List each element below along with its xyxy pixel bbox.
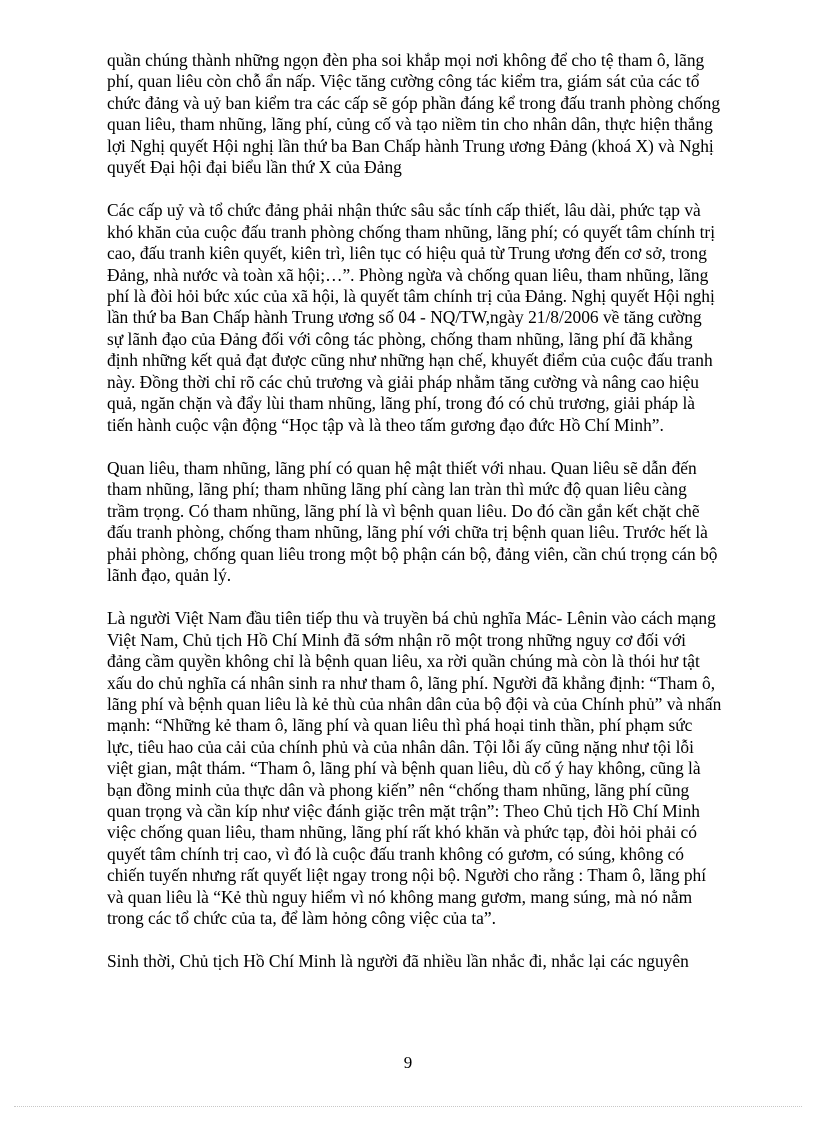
text-line: lực, tiêu hao của cải của chính phủ và của nhân dân. Tội lỗi ấy cũng nặng như tội lỗi: [107, 736, 694, 757]
text-line: lãng phí và bệnh quan liêu là kẻ thù của nhân dân của bộ đội và của Chính phủ” và nhấn: [107, 693, 722, 714]
text-line: mạnh: “Những kẻ tham ô, lãng phí và quan liêu thì phá hoại tinh thần, phí phạm sức: [107, 715, 693, 736]
text-line: phí, quan liêu còn chỗ ẩn nấp. Việc tăng cường công tác kiểm tra, giám sát của các tổ: [107, 71, 700, 92]
text-line: phí là đòi hỏi bức xúc của xã hội, là quyết tâm chính trị của Đảng. Nghị quyết Hội nghị: [107, 286, 715, 307]
text-line: chiến tuyến nhưng rất quyết liệt ngay trong nội bộ. Người cho rằng : Tham ô, lãng phí: [107, 865, 707, 886]
text-line: đấu tranh phòng, chống tham nhũng, lãng phí với chữa trị bệnh quan liêu. Trước hết là: [107, 522, 708, 543]
text-line: sự lãnh đạo của Đảng đối với công tác phòng, chống tham nhũng, lãng phí đã khẳng: [107, 328, 693, 349]
text-line: Là người Việt Nam đầu tiên tiếp thu và truyền bá chủ nghĩa Mác- Lênin vào cách mạng: [107, 608, 716, 629]
text-line: Các cấp uỷ và tổ chức đảng phải nhận thức sâu sắc tính cấp thiết, lâu dài, phức tạp và: [107, 200, 701, 221]
text-line: đảng cầm quyền không chỉ là bệnh quan liêu, xa rời quần chúng mà còn là thói hư tật: [107, 651, 700, 672]
text-line: Quan liêu, tham nhũng, lãng phí có quan hệ mật thiết với nhau. Quan liêu sẽ dẫn đến: [107, 457, 697, 478]
text-line: Đảng, nhà nước và toàn xã hội;…”. Phòng ngừa và chống quan liêu, tham nhũng, lãng: [107, 264, 709, 285]
text-line: bạn đồng minh của thực dân và phong kiến” nên “chống tham nhũng, lãng phí cũng: [107, 779, 690, 800]
document-body: [107, 50, 763, 973]
text-line: trầm trọng. Có tham nhũng, lãng phí là vì bệnh quan liêu. Do đó cần gắn kết chặt chẽ: [107, 500, 700, 521]
text-line: quan trọng và cần kíp như việc đánh giặc trên mặt trận”: Theo Chủ tịch Hồ Chí Minh: [107, 801, 700, 821]
text-line: tiến hành cuộc vận động “Học tập và là theo tấm gương đạo đức Hồ Chí Minh”.: [107, 414, 664, 435]
text-line: và quan liêu là “Kẻ thù nguy hiểm vì nó không mang gươm, mang súng, mà nó nằm: [107, 886, 693, 907]
paragraph: [107, 608, 763, 929]
paragraph: [107, 458, 763, 586]
text-line: lợi Nghị quyết Hội nghị lần thứ ba Ban Chấp hành Trung ương Đảng (khoá X) và Nghị: [107, 135, 714, 156]
paragraph-gap: [107, 586, 763, 608]
text-line: quyết tâm chính trị cao, vì đó là cuộc đấu tranh không có gươm, có súng, không có: [107, 843, 684, 864]
text-line: trong các tổ chức của ta, để làm hỏng công việc của ta”.: [107, 908, 496, 929]
text-line: quả, ngăn chặn và đẩy lùi tham nhũng, lãng phí, trong đó có chủ trương, giải pháp là: [107, 393, 696, 414]
page-number: 9: [403, 1053, 413, 1072]
text-line: quần chúng thành những ngọn đèn pha soi khắp mọi nơi không để cho tệ tham ô, lãng: [107, 50, 705, 70]
text-line: Sinh thời, Chủ tịch Hồ Chí Minh là người đã nhiều lần nhắc đi, nhắc lại các nguyên: [107, 951, 689, 972]
text-line: khó khăn của cuộc đấu tranh phòng chống tham nhũng, lãng phí; có quyết tâm chính trị: [107, 221, 716, 242]
paragraph: [107, 200, 763, 435]
text-line: phải phòng, chống quan liêu trong một bộ phận cán bộ, đảng viên, cần chú trọng cán bộ: [107, 543, 718, 564]
text-line: việc chống quan liêu, tham nhũng, lãng phí rất khó khăn và phức tạp, đòi hỏi phải có: [107, 822, 697, 843]
text-line: chức đảng và uỷ ban kiểm tra các cấp sẽ góp phần đáng kể trong đấu tranh phòng chống: [107, 92, 721, 113]
paragraph-gap: [107, 178, 763, 200]
text-line: quyết Đại hội đại biểu lần thứ X của Đảng: [107, 157, 402, 178]
text-line: định những kết quả đạt được cũng như những hạn chế, khuyết điểm của cuộc đấu tranh: [107, 350, 713, 371]
text-line: xấu do chủ nghĩa cá nhân sinh ra như tham ô, lãng phí. Người đã khẳng định: “Tham ô,: [107, 672, 716, 693]
text-line: lãnh đạo, quản lý.: [107, 564, 232, 585]
text-line: quan liêu, tham nhũng, lãng phí, củng cố và tạo niềm tin cho nhân dân, thực hiện thắng: [107, 114, 713, 135]
paragraph-gap: [107, 436, 763, 458]
text-line: Việt Nam, Chủ tịch Hồ Chí Minh đã sớm nhận rõ một trong những nguy cơ đối với: [107, 629, 686, 650]
paragraph: [107, 951, 763, 972]
text-line: việt gian, mật thám. “Tham ô, lãng phí và bệnh quan liêu, dù cố ý hay không, cũng là: [107, 758, 701, 779]
text-line: tham nhũng, lãng phí; tham nhũng lãng phí càng lan tràn thì mức độ quan liêu càng: [107, 479, 687, 500]
text-line: cao, đấu tranh kiên quyết, kiên trì, liên tục có hiệu quả từ Trung ương đến cơ sở, trong: [107, 243, 707, 264]
text-line: này. Đồng thời chỉ rõ các chủ trương và giải pháp nhằm tăng cường và nâng cao hiệu: [107, 371, 699, 392]
paragraph: [107, 50, 763, 178]
text-line: lần thứ ba Ban Chấp hành Trung ương số 04 - NQ/TW,ngày 21/8/2006 về tăng cường: [107, 307, 702, 328]
paragraph-gap: [107, 929, 763, 951]
page-footer-divider: [14, 1106, 802, 1107]
